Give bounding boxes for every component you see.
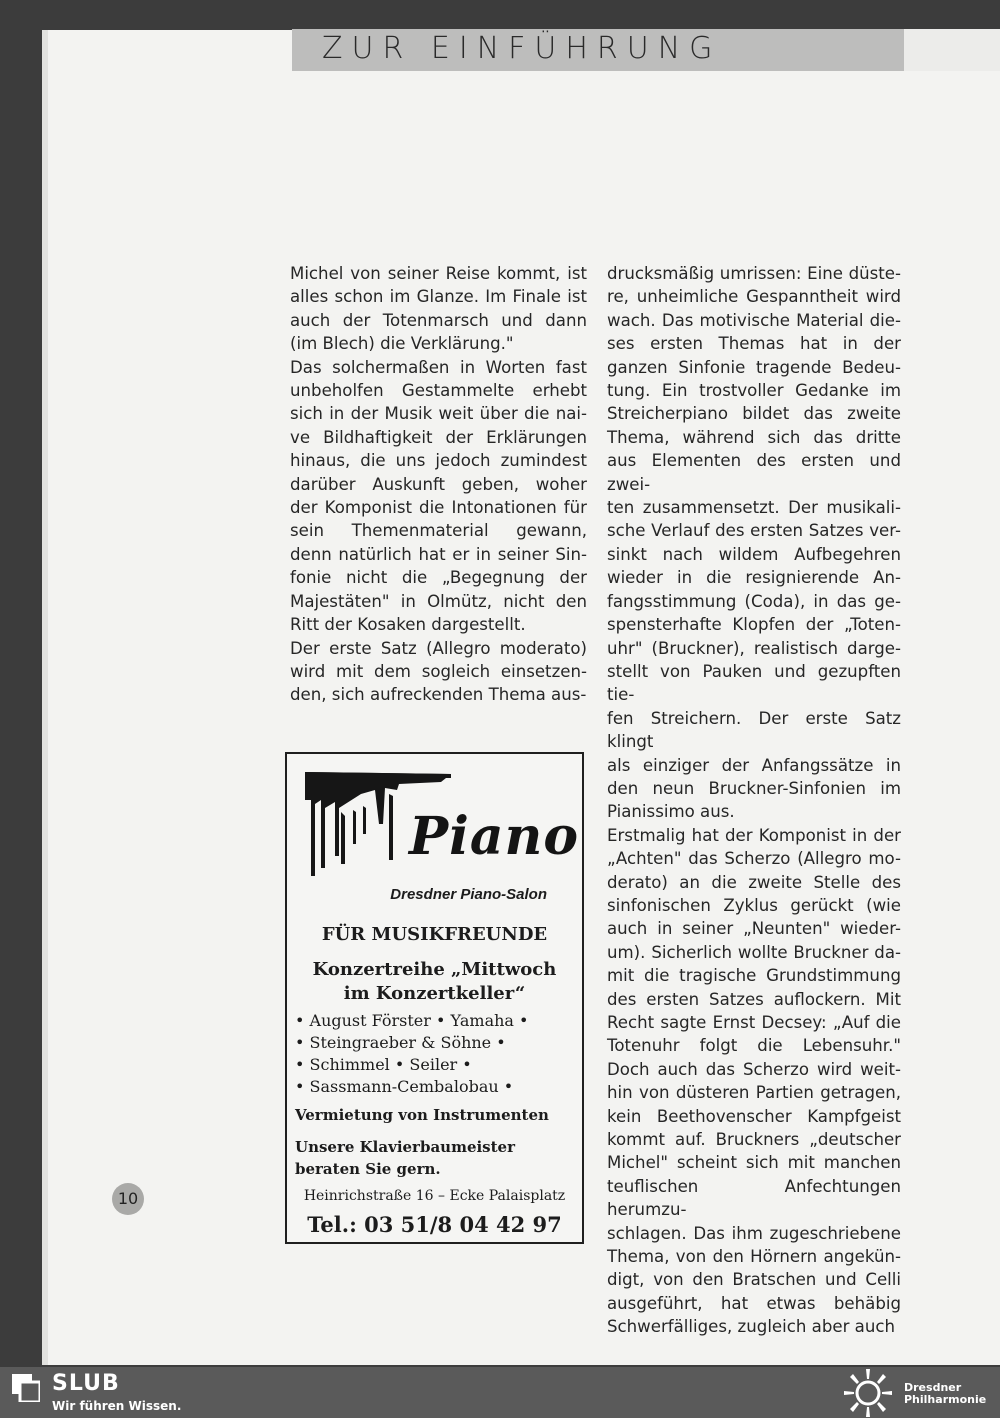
- text-line: Totenuhr folgt die Lebensuhr.": [607, 1036, 901, 1056]
- text-line: Michel" scheint sich mit manchen: [607, 1153, 901, 1173]
- piano-salon-advertisement: [285, 752, 584, 1244]
- brand-item: • August Förster • Yamaha •: [295, 1011, 529, 1030]
- text-line: des ersten Satzes auflockern. Mit: [607, 989, 901, 1009]
- text-line: Pianissimo aus.: [607, 802, 735, 822]
- text-line: alles schon im Glanze. Im Finale ist: [290, 287, 587, 307]
- philharmonie-name[interactable]: [904, 1382, 986, 1406]
- philharmonie-sun-icon[interactable]: [842, 1368, 894, 1418]
- page-edge: [42, 30, 48, 1365]
- address: Heinrichstraße 16 – Ecke Palaisplatz: [303, 1188, 566, 1204]
- phone-number: Tel.: 03 51/8 04 42 97: [307, 1212, 562, 1237]
- text-line: ses ersten Themas hat in der: [607, 334, 901, 354]
- text-line: mit die tragische Grundstimmung: [607, 966, 901, 986]
- text-line: Thema, während sich das dritte: [607, 427, 901, 447]
- text-line: kommt auf. Bruckners „deutscher: [607, 1130, 901, 1150]
- text-line: hinaus, die uns jedoch zumindest: [290, 451, 587, 471]
- bleed-through-mark: [150, 692, 240, 705]
- text-line: Ritt der Kosaken dargestellt.: [290, 615, 526, 635]
- page-number: 10: [117, 1189, 139, 1208]
- text-line: sein Themenmaterial gewann,: [290, 521, 587, 541]
- text-column-right: [607, 262, 901, 1339]
- ad-heading: FÜR MUSIKFREUNDE: [321, 924, 548, 945]
- slub-tagline: Wir führen Wissen.: [52, 1399, 182, 1413]
- text-line: teuflischen Anfechtungen herumzu-: [607, 1176, 901, 1220]
- text-line: Recht sagte Ernst Decsey: „Auf die: [607, 1013, 901, 1032]
- brand-item: • Schimmel • Seiler •: [295, 1055, 472, 1074]
- text-line: als einziger der Anfangssätze in: [607, 755, 901, 775]
- advice-text: [295, 1136, 565, 1180]
- logo-wordmark: Piano: [409, 806, 580, 867]
- text-line: fonie nicht die „Begegnung der: [290, 568, 587, 588]
- piano-logo: [301, 764, 580, 884]
- text-line: drucksmäßig umrissen: Eine düste-: [607, 264, 901, 283]
- text-line: spensterhafte Klopfen der „Toten-: [607, 615, 901, 635]
- text-line: digt, von den Bratschen und Celli: [607, 1270, 901, 1290]
- philharmonie-line2: Philharmonie: [904, 1393, 987, 1406]
- text-line: derato) an die zweite Stelle des: [607, 872, 901, 892]
- advice-line1: Unsere Klavierbaumeister: [295, 1138, 516, 1156]
- text-line: sinkt nach wildem Aufbegehren: [607, 544, 901, 564]
- text-line: ganzen Sinfonie tragende Bedeu-: [607, 357, 901, 377]
- text-line: darüber Auskunft geben, woher: [290, 474, 587, 494]
- advice-line2: beraten Sie gern.: [295, 1160, 441, 1178]
- scan-background: [0, 0, 1000, 28]
- text-line: den, sich aufreckenden Thema aus-: [290, 685, 587, 705]
- text-line: denn natürlich hat er in seiner Sin-: [290, 544, 587, 564]
- text-line: den neun Bruckner-Sinfonien im: [607, 778, 901, 798]
- text-line: aus Elementen des ersten und zwei-: [607, 451, 901, 494]
- text-line: auch der Totenmarsch und dann: [290, 310, 587, 330]
- text-line: re, unheimliche Gespanntheit wird: [607, 287, 901, 307]
- text-line: Michel von seiner Reise kommt, ist: [290, 264, 587, 283]
- text-line: Der erste Satz (Allegro moderato): [290, 638, 587, 658]
- text-line: der Komponist die Intonationen für: [290, 498, 587, 518]
- concert-series: [287, 958, 582, 1006]
- section-title: ZUR EINFÜHRUNG: [322, 31, 722, 66]
- text-line: Majestäten" in Olmütz, nicht den: [290, 591, 587, 611]
- text-line: Erstmalig hat der Komponist in der: [607, 825, 901, 845]
- text-line: Schwerfälliges, zugleich aber auch: [607, 1317, 895, 1337]
- text-line: ten zusammensetzt. Der musikali-: [607, 498, 901, 518]
- text-line: fen Streichern. Der erste Satz klingt: [607, 708, 901, 752]
- slub-logo-icon[interactable]: [12, 1374, 40, 1402]
- text-line: tung. Ein trostvoller Gedanke im: [607, 381, 901, 401]
- salon-name: Dresdner Piano-Salon: [390, 886, 547, 903]
- brand-item: • Sassmann-Cembalobau •: [295, 1077, 514, 1096]
- text-line: wach. Das motivische Material die-: [607, 310, 901, 330]
- text-line: auch in seiner „Neunten" wieder-: [607, 919, 901, 939]
- rental-text: Vermietung von Instrumenten: [295, 1106, 549, 1124]
- philharmonie-line1: Dresdner: [904, 1381, 962, 1394]
- text-line: wieder in die resignierende An-: [607, 568, 901, 588]
- text-line: wird mit dem sogleich einsetzen-: [290, 661, 587, 681]
- text-line: ve Bildhaftigkeit der Erklärungen: [290, 427, 587, 447]
- concert-series-line1: Konzertreihe „Mittwoch: [312, 959, 557, 980]
- text-line: (im Blech) die Verklärung.": [290, 334, 514, 354]
- text-line: sche Verlauf des ersten Satzes ver-: [607, 521, 901, 541]
- text-line: Doch auch das Scherzo wird weit-: [607, 1059, 901, 1079]
- text-line: Streicherpiano bildet das zweite: [607, 404, 901, 424]
- brand-item: • Steingraeber & Söhne •: [295, 1033, 506, 1052]
- header-right-margin: [904, 29, 1000, 71]
- text-line: „Achten" das Scherzo (Allegro mo-: [607, 849, 901, 869]
- text-line: sinfonischen Zyklus gerückt (wie: [607, 895, 901, 915]
- text-line: unbeholfen Gestammelte erhebt: [290, 381, 587, 401]
- slub-name[interactable]: SLUB: [52, 1371, 120, 1396]
- text-line: stellt von Pauken und gezupften tie-: [607, 661, 901, 705]
- text-line: uhr" (Bruckner), realistisch darge-: [607, 638, 901, 658]
- text-line: ausgeführt, hat etwas behäbig: [607, 1293, 901, 1313]
- brand-list: [295, 1010, 528, 1098]
- text-line: fangsstimmung (Coda), in das ge-: [607, 591, 901, 611]
- text-line: Das solchermaßen in Worten fast: [290, 357, 587, 377]
- text-column-left: [290, 262, 587, 707]
- text-line: hin von düsteren Partien getragen,: [607, 1083, 901, 1103]
- text-line: schlagen. Das ihm zugeschriebene: [607, 1223, 901, 1243]
- text-line: sich in der Musik weit über die nai-: [290, 404, 587, 424]
- text-line: Thema, von den Hörnern angekün-: [607, 1247, 901, 1267]
- concert-series-line2: im Konzertkeller“: [343, 983, 526, 1004]
- text-line: kein Beethovenscher Kampfgeist: [607, 1106, 901, 1126]
- text-line: um). Sicherlich wollte Bruckner da-: [607, 942, 901, 962]
